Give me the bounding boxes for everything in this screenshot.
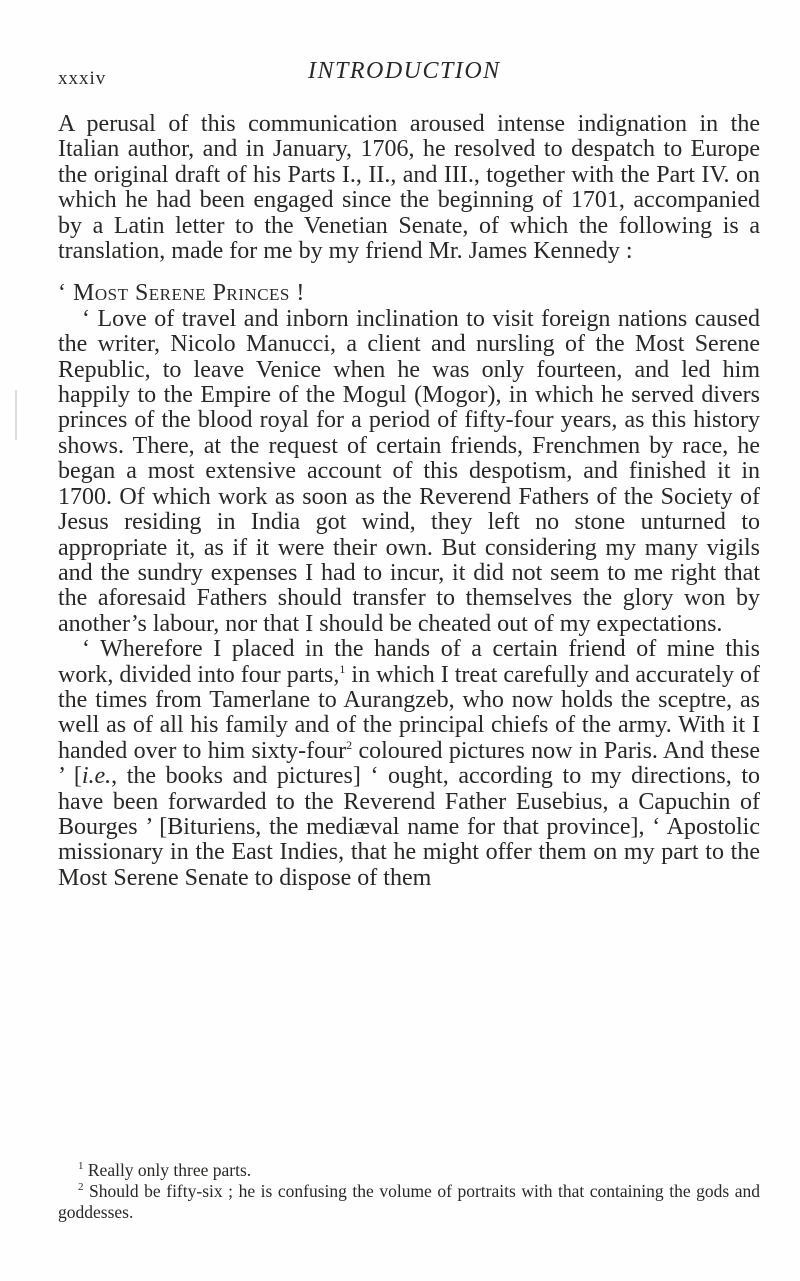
footnote-2-marker: 2 (78, 1181, 84, 1194)
footnote-ref-1: 1 (339, 661, 346, 676)
paragraph-letter-2-part-a: ‘ Wherefore I placed in the hands of a certain friend of mine this work, divided into four parts, (58, 636, 760, 688)
paragraph-letter-1: ‘ Love of travel and inborn inclination to visit foreign nations caused the writer, Nicolo Manucci, a client and nursling of the Most Serene Republic, to leave Venice when he was only fourteen, and led him happily to the Empire of the Mogul (Mogor), in which he served divers princes of the blood royal for a period of fifty-four years, as this history shows. There, at the request of certain friends, Frenchmen by race, he began a most extensive account of this despotism, and finished it in 1700. Of which work as soon as the Reverend Fathers of the Society of Jesus residing in India got wind, they left no stone unturned to appropriate it, as if it were their own. But considering my many vigils and the sundry expenses I had to incur, it did not seem to me right that the aforesaid Fathers should transfer to themselves the glory won by another’s labour, nor that I should be cheated out of my expectations. (58, 305, 760, 637)
paragraph-intro: A perusal of this communication aroused intense indignation in the Italian author, and in January, 1706, he resolved to despatch to Europe the original draft of his Parts I., II., and III., together with the Part IV. on which he had been engaged since the beginning of 1701, accompanied by a Latin letter to the Venetian Senate, of which the following is a translation, made for me by my friend Mr. James Kennedy : (58, 111, 760, 265)
footnote-2-text: Should be fifty-six ; he is confusing the volume of portraits with that containing the gods and goddesses. (58, 1181, 760, 1222)
margin-pencil-mark (15, 390, 23, 440)
footnote-1-text: Really only three parts. (83, 1160, 252, 1180)
paragraph-letter-2-part-b: in which I treat carefully and accurately of the times from Tamerlane to Aurangzeb, who now holds the sceptre, as well as of all his family and of the principal chiefs of the army. With it I handed over to him sixty-four (58, 661, 760, 764)
footnote-1 (58, 1160, 760, 1181)
page-header (58, 58, 748, 98)
footnote-ref-2: 2 (346, 737, 353, 752)
letter-salutation: ‘ Most Serene Princes ! (58, 280, 305, 307)
footnotes (58, 1160, 760, 1223)
paragraph-letter-2-part-d: , the books and pictures] ‘ ought, according to my directions, to have been forwarded to the Reverend Father Eusebius, a Capuchin of Bourges ’ [Bituriens, the mediæval name for that province], ‘ Apostolic missionary in the East Indies, that he might offer them on my part to the Most Serene Senate to dispose of them (58, 763, 760, 891)
page-number: xxxiv (58, 68, 107, 89)
italic-ie: i.e. (81, 763, 112, 790)
footnote-1-marker: 1 (78, 1160, 84, 1173)
paragraph-letter-2-part-c: coloured pictures now in Paris. And these ’ [ (58, 737, 760, 790)
running-head: INTRODUCTION (308, 58, 501, 84)
footnote-2 (58, 1181, 760, 1223)
paragraph-letter-2 (58, 637, 760, 891)
main-text (58, 112, 760, 891)
